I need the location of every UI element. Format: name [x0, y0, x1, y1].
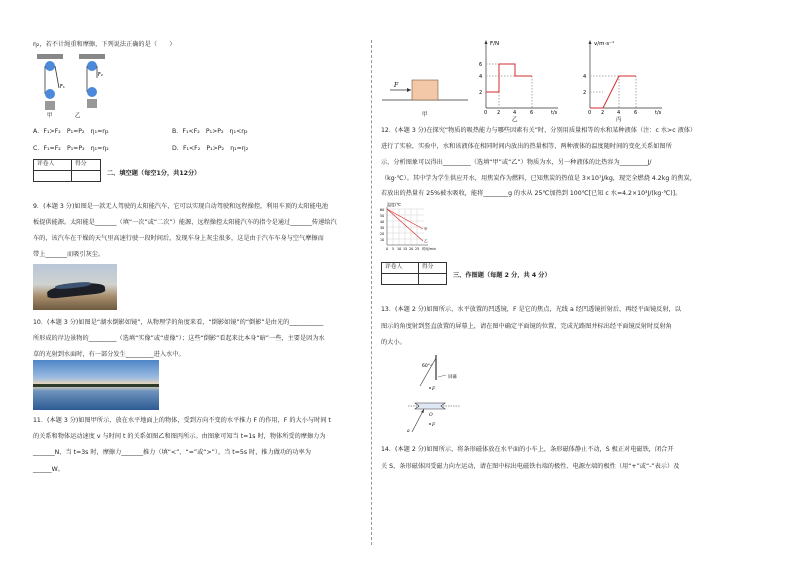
temp-tick-10: 10 — [380, 238, 385, 242]
q11-line3: _______N，当 t=3s 时，摩擦力_______推力（填“<”、“=”或“>”），当 t=5s 时，推力做功的功率为 — [33, 449, 311, 456]
option-d[interactable]: D．F₁<F₂ P₁>P₂ η₁=η₂ — [172, 145, 249, 152]
score-table — [33, 159, 101, 182]
right-column — [378, 0, 748, 562]
score-table-2 — [381, 262, 447, 285]
block — [412, 80, 438, 100]
temperature-graph — [378, 200, 440, 256]
left-column — [30, 0, 370, 562]
screen-label: 屏幕 — [448, 375, 457, 380]
time-tick-15: 15 — [403, 247, 408, 251]
angle-label: 60° — [422, 364, 430, 369]
q13-line3: 的大小。 — [381, 339, 406, 346]
solar-car-photo — [33, 264, 117, 310]
figure-yi-force-time — [474, 36, 566, 122]
f-tick-2: 2 — [479, 90, 483, 96]
label-line-jia: 甲 — [424, 227, 428, 231]
option-c[interactable]: C．F₁=F₂ P₁=P₂ η₁=η₂ — [33, 145, 109, 152]
f-tick-6: 6 — [479, 62, 483, 68]
q10-line1: 10．(本题 3 分)如图是“湖水倒影如镜”，从物理学的角度来看，“倒影如镜”的“倒影”是由光的___________ — [33, 319, 324, 326]
q12-line2: 进行了实验，实验中，水和该液体在相同时间内放出的热量相等，两种液体的温度随时间的变化关系如图所 — [381, 143, 672, 150]
label-yi: 乙 — [75, 113, 81, 118]
vt-tick-0: 0 — [588, 110, 592, 116]
fixed-pulley-jia — [45, 61, 55, 71]
q9-line4: 带上_______而吸引灰尘。 — [33, 251, 105, 258]
vt-axis-label: t/s — [655, 110, 662, 116]
t-tick-4: 4 — [513, 110, 517, 116]
v-tick-4: 4 — [583, 74, 587, 80]
figure-jia-block — [378, 68, 473, 120]
score2-cell-grader[interactable] — [382, 274, 419, 285]
time-tick-10: 10 — [397, 247, 402, 251]
q14-line1: 14．(本题 2 分)如图所示，将条形磁体放在水平面的小车上，条形磁体静止不动，S 极正对电磁铁，闭合开 — [381, 446, 674, 453]
option-b[interactable]: B．F₁<F₂ P₁>P₂ η₁<η₂ — [172, 128, 248, 135]
concave-lens-diagram — [400, 350, 490, 440]
concave-lens — [415, 403, 445, 409]
caption-bing: 丙 — [616, 117, 622, 122]
time-tick-0: 0 — [386, 247, 389, 251]
temp-tick-50: 50 — [380, 214, 385, 218]
label-line-yi: 乙 — [424, 239, 428, 243]
moving-pulley-yi — [87, 87, 97, 97]
score-cell-score[interactable] — [72, 171, 101, 182]
vt-tick-4: 4 — [617, 110, 621, 116]
center-label: O — [429, 413, 433, 418]
temp-y-label: 温度/℃ — [387, 202, 401, 207]
moving-pulley-jia — [45, 89, 55, 99]
ceiling-yi — [79, 54, 105, 59]
q12-line4: （kg·℃）。其中学为学生供应开水，用焦炭作为燃料，已知焦炭的热值是 3×10⁷J/kg，现完全燃烧 4.2kg 的焦炭， — [381, 175, 696, 182]
label-f2: F₂ — [98, 72, 103, 78]
pulley-diagram — [35, 52, 115, 118]
force-label: F — [394, 82, 399, 89]
figure-bing-velocity-time — [578, 36, 670, 122]
q12-line1: 12．(本题 3 分)在探究“物质的吸热能力与哪些因素有关”时，分别用质量相等的水和某种液体（注：c 水>c 液体） — [381, 127, 697, 134]
q10-line3: 草的光射到水面时，有一部分发生_________进入水中。 — [33, 351, 185, 358]
t-axis-label: t/s — [551, 110, 558, 116]
column-divider — [371, 40, 372, 545]
vt-tick-2: 2 — [601, 110, 605, 116]
t-tick-0: 0 — [484, 110, 488, 116]
caption-jia: 甲 — [422, 112, 428, 118]
q10-line2: 所形成的岸边景物的_________（选填“实像”或“虚像”）；这些“倒影”看起来比本身“暗”一些，主要是因为水 — [33, 335, 325, 342]
q12-line3: 示，分析图象可以得出_________（选填“甲”或“乙”）物质为水，另一种液体的比热容为_________J/ — [381, 159, 652, 166]
temp-tick-30: 30 — [380, 226, 385, 230]
score-cell-grader[interactable] — [34, 171, 72, 182]
t-tick-2: 2 — [497, 110, 501, 116]
v-tick-2: 2 — [583, 90, 587, 96]
option-a[interactable]: A．F₁>F₂ P₁=P₂ η₁=η₂ — [33, 128, 109, 135]
score2-header-score: 得分 — [418, 263, 446, 274]
score2-header-grader: 评卷人 — [382, 263, 419, 274]
temp-tick-40: 40 — [380, 220, 385, 224]
v-axis-label: v/m·s⁻¹ — [594, 41, 615, 47]
focus-top-label: F — [432, 387, 436, 392]
section-drawing-title: 三、作图题（每题 2 分，共 4 分） — [453, 272, 551, 279]
score-header-grader: 评卷人 — [34, 160, 72, 171]
vt-tick-6: 6 — [634, 110, 638, 116]
focus-bottom-label: F — [432, 423, 436, 428]
q9-line3: 车的，该汽车在干燥的天气里高速行驶一段时间后，发现车身上灰尘很多，这是由于汽车车身与空气摩擦而 — [33, 235, 324, 242]
f-tick-4: 4 — [479, 74, 483, 80]
time-tick-5: 5 — [392, 247, 395, 251]
force-curve — [486, 64, 532, 92]
q12-line5: 若放出的热量有 25%被水吸收，能将________g 的水从 25℃加热到 100℃[已知 c 水=4.2×10³J/(kg·℃)]。 — [381, 190, 682, 197]
time-tick-25: 25 — [415, 247, 420, 251]
q13-line2: 图示的角度射到竖直放置的屏幕上，请在图中确定平面镜的位置，完成光路图并标出经平面镜反射时反射角 — [381, 323, 672, 330]
q11-line2: 的关系和物体运动速度 v 与时间 t 的关系如图乙和图丙所示。由图象可知当 t=1s 时，物体所受的摩擦力为 — [33, 433, 326, 440]
label-jia: 甲 — [47, 113, 53, 118]
shoreline — [33, 384, 159, 387]
time-axis-label: 时间/min — [422, 247, 436, 251]
score-header-score: 得分 — [72, 160, 101, 171]
temp-tick-20: 20 — [380, 232, 385, 236]
label-f1: F₁ — [60, 84, 65, 90]
section-fill-in-title: 二、填空题（每空1分，共12分） — [107, 170, 201, 177]
weight-jia — [45, 101, 55, 110]
caption-yi: 乙 — [512, 117, 518, 122]
f-axis-label: F/N — [490, 41, 500, 47]
ceiling-jia — [37, 54, 63, 59]
time-tick-20: 20 — [409, 247, 414, 251]
fixed-pulley-yi — [87, 61, 97, 71]
score2-cell-score[interactable] — [418, 274, 446, 285]
lake-reflection-photo — [33, 360, 159, 410]
ray-a-label: a — [407, 429, 410, 434]
q11-line1: 11．(本题 3 分)如图甲所示，放在水平地面上的物体，受到方向不变的水平推力 F 的作用，F 的大小与时间 t — [33, 417, 331, 424]
weight-yi — [87, 99, 97, 108]
t-tick-6: 6 — [530, 110, 534, 116]
question-intro: η₂，若不计绳重和摩擦，下列说法正确的是（ ） — [33, 41, 176, 48]
q9-line1: 9．(本题 3 分)如图是一款无人驾驶的太阳能汽车，它可以实现自动驾驶和远程操控，利用车顶的太阳能电池 — [33, 203, 329, 210]
q13-line1: 13．(本题 2 分)如图所示，水平放置的凹透镜，F 是它的焦点，光线 a 经凹透镜折射后，再经平面镜反射，以 — [381, 306, 681, 313]
temp-tick-60: 60 — [380, 208, 385, 212]
q11-line4: ______W。 — [33, 466, 64, 473]
q14-line2: 关 S，条形磁体因受磁力向左运动，请在图中标出电磁铁右端的极性、电源左端的极性（用“+”或“-”表示）及 — [381, 463, 680, 470]
q9-line2: 板提供能源。太阳能是_______（填“一次”或“二次”）能源，远程操控太阳能汽车的指令是通过_______传递给汽 — [33, 219, 337, 226]
